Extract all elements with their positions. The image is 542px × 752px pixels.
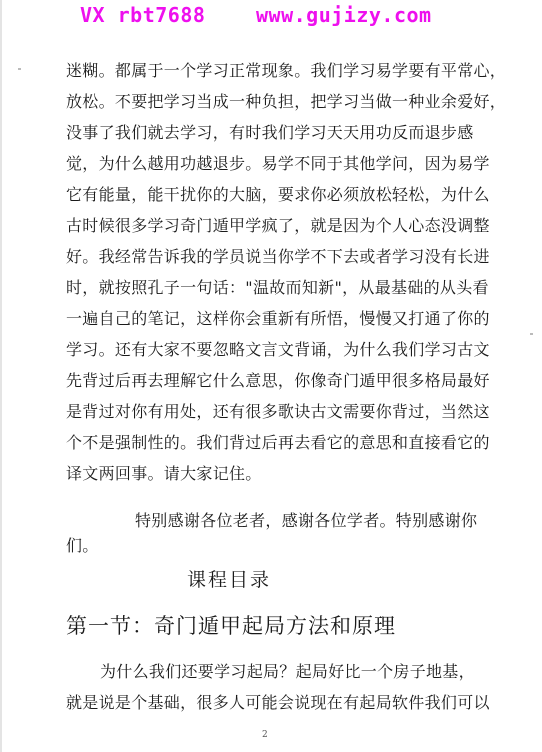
thanks-line: 们。 <box>66 536 99 555</box>
thanks-line: 特别感谢各位老者，感谢各位学者。特别感谢你 <box>135 511 478 530</box>
body-line: 它有能量，能干扰你的大脑，要求你必须放松轻松，为什么 <box>66 185 490 204</box>
body-line: 好。我经常告诉我的学员说当你学不下去或者学习没有长进 <box>66 247 490 266</box>
watermark-contact: VX rbt7688 <box>80 3 206 27</box>
scan-speck <box>18 68 21 70</box>
body-line: 是背过对你有用处，还有很多歌诀古文需要你背过，当然这 <box>66 402 490 421</box>
body-line: 觉，为什么越用功越退步。易学不同于其他学问，因为易学 <box>66 154 490 173</box>
watermark <box>0 3 542 29</box>
page-number: 2 <box>262 730 268 740</box>
intro-line: 为什么我们还要学习起局？起局好比一个房子地基， <box>100 662 475 681</box>
body-line: 一遍自己的笔记，这样你会重新有所悟，慢慢又打通了你的 <box>66 309 490 328</box>
watermark-url: www.gujizy.com <box>256 3 432 27</box>
body-line: 放松。不要把学习当成一种负担，把学习当做一种业余爱好， <box>66 92 507 111</box>
body-line: 没事了我们就去学习，有时我们学习天天用功反而退步感 <box>66 123 474 142</box>
scan-speck <box>530 333 533 335</box>
body-line: 个不是强制性的。我们背过后再去看它的意思和直接看它的 <box>66 433 490 452</box>
section-heading: 第一节：奇门遁甲起局方法和原理 <box>66 614 396 638</box>
body-line: 译文两回事。请大家记住。 <box>66 464 262 483</box>
body-line: 时，就按照孔子一句话："温故而知新"，从最基础的从头看 <box>66 278 489 297</box>
intro-line: 就是说是个基础，很多人可能会说现在有起局软件我们可以 <box>66 693 490 712</box>
toc-heading: 课程目录 <box>187 569 272 591</box>
body-line: 先背过后再去理解它什么意思，你像奇门遁甲很多格局最好 <box>66 371 490 390</box>
body-line: 迷糊。都属于一个学习正常现象。我们学习易学要有平常心， <box>66 61 507 80</box>
body-line: 古时候很多学习奇门遁甲学疯了，就是因为个人心态没调整 <box>66 216 490 235</box>
body-line: 学习。还有大家不要忽略文言文背诵，为什么我们学习古文 <box>66 340 490 359</box>
page-edge <box>0 0 2 752</box>
